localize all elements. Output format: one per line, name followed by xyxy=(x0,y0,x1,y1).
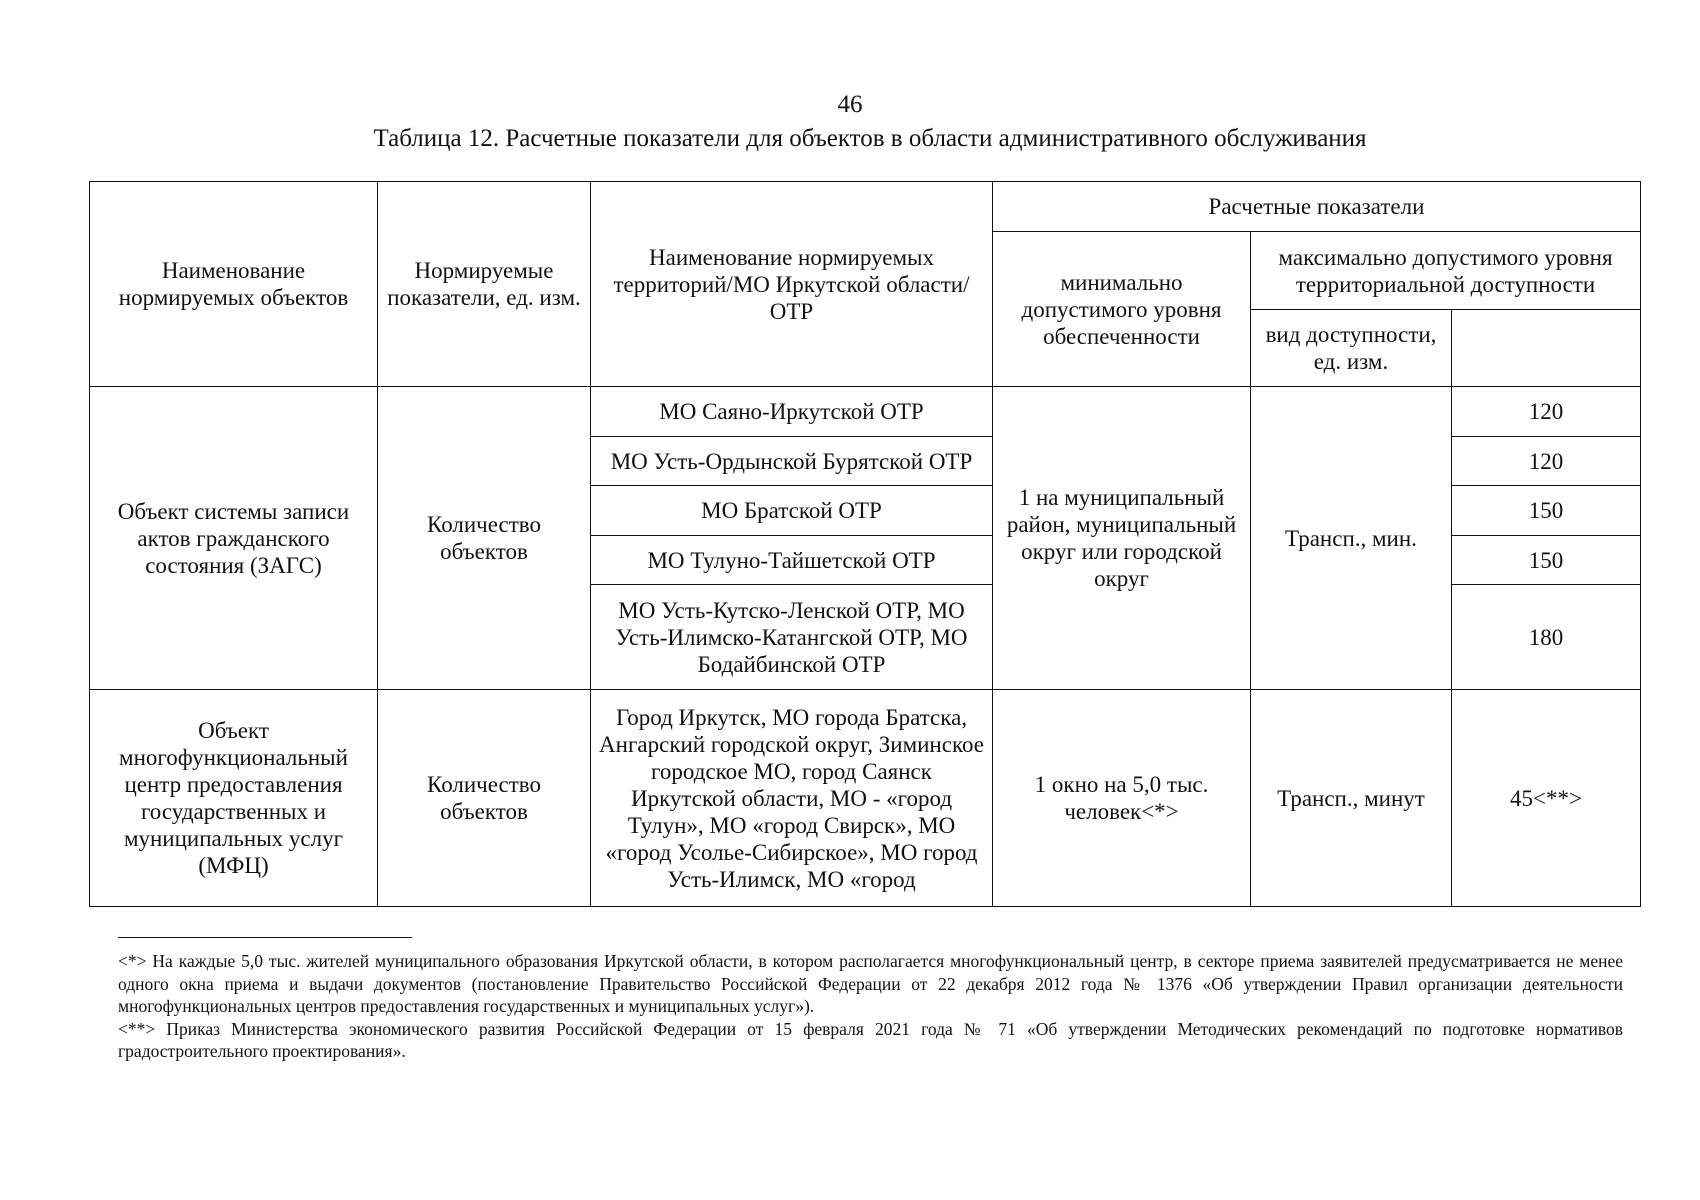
zags-territory-cell: МО Тулуно-Тайшетской ОТР xyxy=(591,536,993,585)
zags-territory-cell: МО Усть-Ордынской Бурятской ОТР xyxy=(591,437,993,486)
footnote-2: <**> Приказ Министерства экономического развития Российской Федерации от 15 февраля 2021 года № 71 «Об утверждении Методических рекомендаций по подготовке нормативов градостроительного проектирования». xyxy=(118,1018,1623,1061)
mfc-min-level: 1 окно на 5,0 тыс. человек<*> xyxy=(993,690,1251,907)
header-value xyxy=(1452,310,1641,387)
zags-territory-cell: МО Усть-Кутско-Ленской ОТР, МО Усть-Илимско-Катангской ОТР, МО Бодайбинской ОТР xyxy=(591,585,993,690)
header-access-type: вид доступности, ед. изм. xyxy=(1251,310,1452,387)
header-object-name: Наименование нормируемых объектов xyxy=(90,182,378,387)
zags-territory-cell: МО Братской ОТР xyxy=(591,486,993,536)
mfc-indicator: Количество объектов xyxy=(378,690,591,907)
zags-min-level: 1 на муниципальный район, муниципальный округ или городской округ xyxy=(993,387,1251,690)
indicators-table xyxy=(89,181,1641,907)
table-title: Таблица 12. Расчетные показатели для объектов в области административного обслуживания xyxy=(373,125,1367,152)
page-number: 46 xyxy=(837,91,863,118)
header-calculated-indicators: Расчетные показатели xyxy=(993,182,1641,232)
zags-value-cell: 150 xyxy=(1452,486,1641,536)
mfc-access-type: Трансп., минут xyxy=(1251,690,1452,907)
zags-territory-cell: МО Саяно-Иркутской ОТР xyxy=(591,387,993,437)
header-indicators: Нормируемые показатели, ед. изм. xyxy=(378,182,591,387)
zags-value-cell: 120 xyxy=(1452,387,1641,437)
header-min-level: минимально допустимого уровня обеспеченности xyxy=(993,232,1251,387)
zags-value-cell: 150 xyxy=(1452,536,1641,585)
mfc-value: 45<**> xyxy=(1452,690,1641,907)
zags-value-cell: 120 xyxy=(1452,437,1641,486)
header-territories: Наименование нормируемых территорий/МО Иркутской области/ОТР xyxy=(591,182,993,387)
zags-indicator: Количество объектов xyxy=(378,387,591,690)
mfc-object-name: Объект многофункциональный центр предоставления государственных и муниципальных услуг (МФЦ) xyxy=(90,690,378,907)
footnotes xyxy=(118,950,1623,1063)
footnote-1: <*> На каждые 5,0 тыс. жителей муниципального образования Иркутской области, в котором располагается многофункциональный центр, в секторе приема заявителей предусматривается не менее одного окна приема и выдачи документов (постановление Правительство Российской Федерации от 22 декабря 2012 года № 1376 «Об утверждении Правил организации деятельности многофункциональных центров предоставления государственных и муниципальных услуг»). xyxy=(118,951,1623,1016)
footnote-separator xyxy=(118,937,412,938)
mfc-territory: Город Иркутск, МО города Братска, Ангарский городской округ, Зиминское городское МО, город Саянск Иркутской области, МО - «город Тулун», МО «город Свирск», МО «город Усолье-Сибирское», МО город Усть-Илимск, МО «город xyxy=(591,690,993,907)
header-max-level: максимально допустимого уровня территориальной доступности xyxy=(1251,232,1641,310)
zags-value-cell: 180 xyxy=(1452,585,1641,690)
zags-access-type: Трансп., мин. xyxy=(1251,387,1452,690)
zags-object-name: Объект системы записи актов гражданского состояния (ЗАГС) xyxy=(90,387,378,690)
